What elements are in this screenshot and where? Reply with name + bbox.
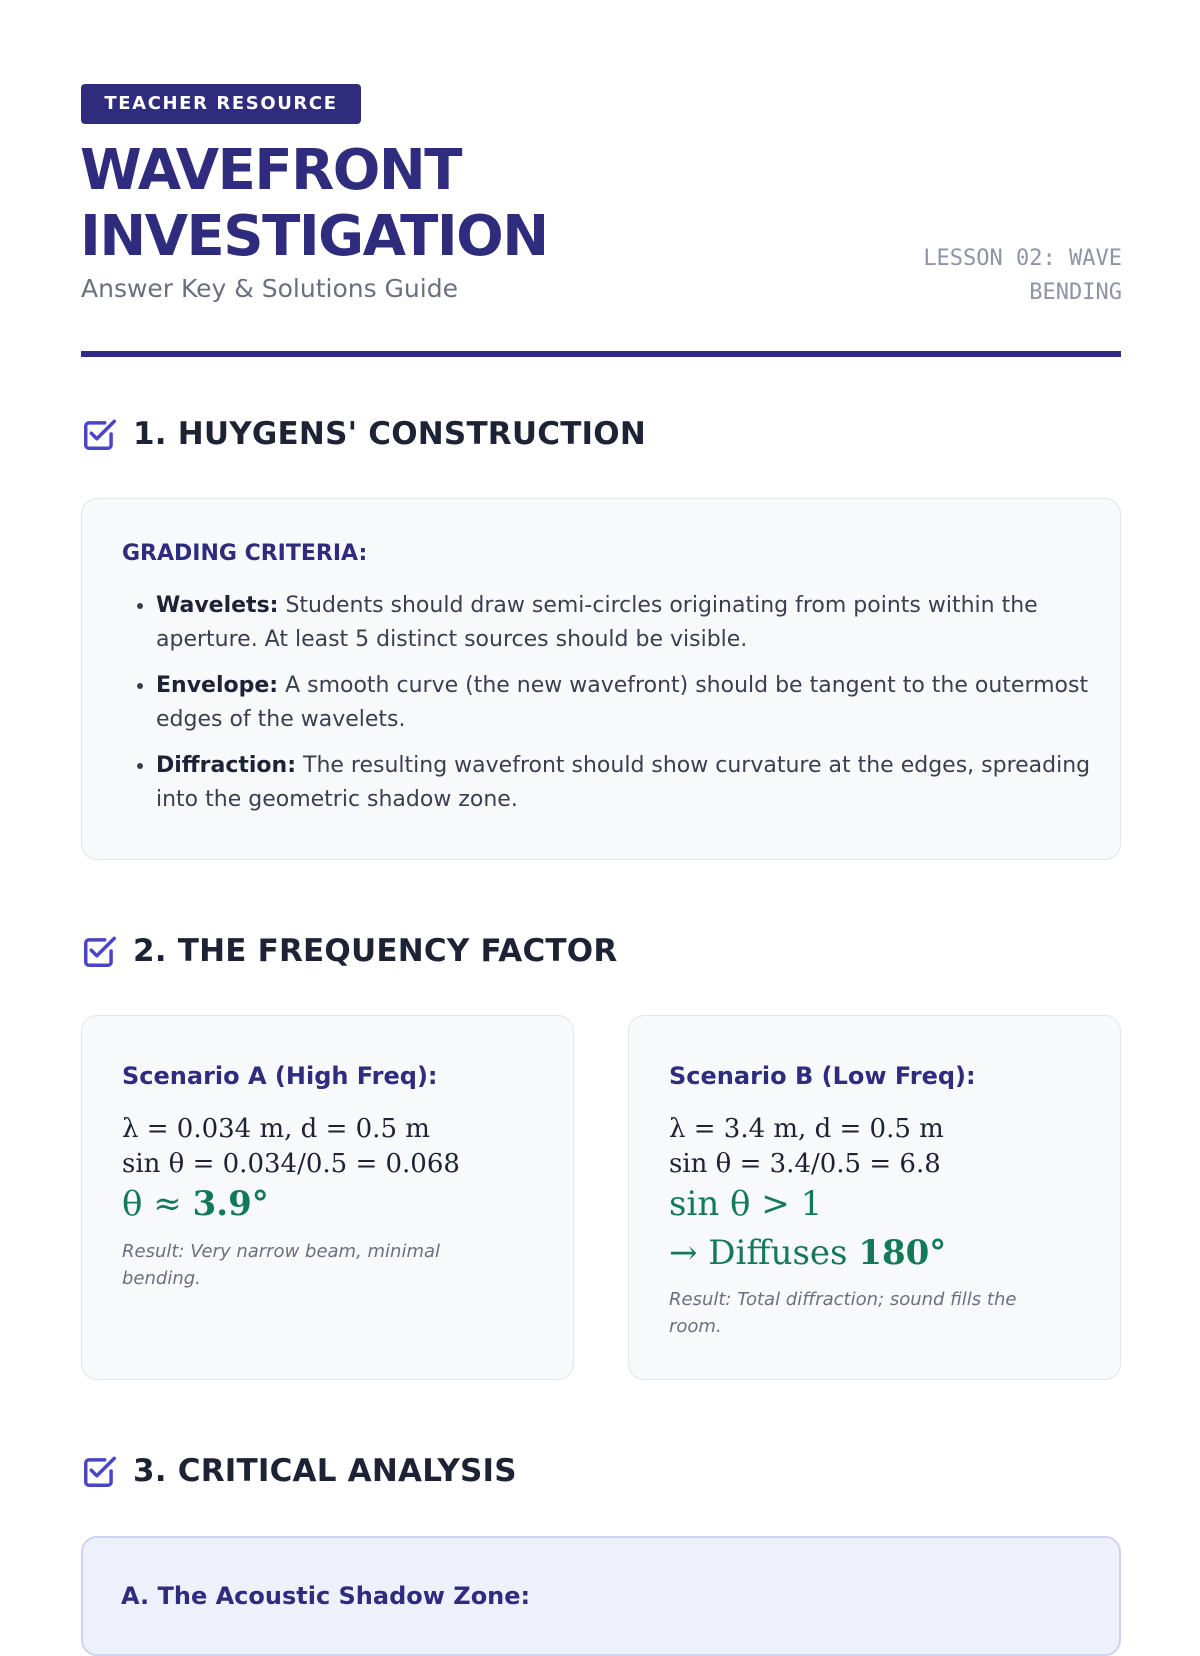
- scenario-b-result: Result: Total diffraction; sound fills the room.: [669, 1289, 1017, 1337]
- scenario-a-title: Scenario A (High Freq):: [122, 1062, 438, 1090]
- section-2-title: 2. THE FREQUENCY FACTOR: [133, 933, 618, 969]
- lesson-label: [862, 242, 1122, 310]
- section-3-title: 3. CRITICAL ANALYSIS: [133, 1453, 517, 1489]
- teacher-resource-badge: TEACHER RESOURCE: [81, 84, 361, 124]
- grading-criteria-card: [81, 498, 1121, 860]
- answer-value: 3.9°: [192, 1184, 269, 1224]
- criteria-text: The resulting wavefront should show curvature at the edges, spreading into the geometric shadow zone.: [156, 753, 1091, 812]
- checkbox-icon: [81, 932, 119, 970]
- grading-criteria-label: GRADING CRITERIA:: [122, 541, 368, 566]
- lesson-line-1: LESSON 02: WAVE: [923, 246, 1122, 271]
- title-line-1: WAVEFRONT: [80, 138, 461, 203]
- answer-prefix: → Diffuses: [669, 1233, 859, 1273]
- acoustic-shadow-card: [81, 1536, 1121, 1656]
- acoustic-shadow-title: A. The Acoustic Shadow Zone:: [121, 1582, 531, 1610]
- scenario-b-title: Scenario B (Low Freq):: [669, 1062, 976, 1090]
- scenario-b-equation-1: λ = 3.4 m, d = 0.5 m: [669, 1114, 944, 1144]
- criteria-text: Students should draw semi-circles originating from points within the aperture. At least 5 distinct sources should be visible.: [156, 593, 1038, 652]
- criteria-term: Envelope:: [156, 673, 279, 698]
- scenario-b-equation-2: sin θ = 3.4/0.5 = 6.8: [669, 1149, 941, 1179]
- answer-prefix: θ ≈: [122, 1184, 193, 1224]
- page-subtitle: Answer Key & Solutions Guide: [81, 274, 458, 303]
- scenario-b-card: [628, 1015, 1121, 1380]
- scenario-a-card: [81, 1015, 574, 1380]
- title-line-2: INVESTIGATION: [80, 204, 548, 269]
- checkbox-icon: [81, 1452, 119, 1490]
- section-2-heading: [81, 931, 617, 971]
- section-1-title: 1. HUYGENS' CONSTRUCTION: [133, 416, 646, 452]
- criteria-term: Wavelets:: [156, 593, 279, 618]
- scenario-a-answer: [122, 1184, 269, 1224]
- page-title: [80, 138, 548, 270]
- scenario-b-answer-2: [669, 1233, 946, 1273]
- criteria-term: Diffraction:: [156, 753, 296, 778]
- criteria-text: A smooth curve (the new wavefront) should be tangent to the outermost edges of the wavelets.: [156, 673, 1089, 732]
- criteria-item-envelope: [156, 669, 1116, 737]
- scenario-a-result: Result: Very narrow beam, minimal bending.: [122, 1241, 441, 1289]
- criteria-item-wavelets: [156, 589, 1116, 657]
- checkbox-icon: [81, 415, 119, 453]
- criteria-list: [122, 589, 1116, 829]
- scenario-a-equation-2: sin θ = 0.034/0.5 = 0.068: [122, 1149, 460, 1179]
- scenario-b-answer-1: sin θ > 1: [669, 1184, 823, 1224]
- answer-value: 180°: [858, 1233, 947, 1273]
- section-3-heading: [81, 1451, 517, 1491]
- section-1-heading: [81, 414, 646, 454]
- criteria-item-diffraction: [156, 749, 1116, 817]
- lesson-line-2: BENDING: [1029, 280, 1122, 305]
- header-divider: [81, 351, 1121, 357]
- scenario-a-equation-1: λ = 0.034 m, d = 0.5 m: [122, 1114, 430, 1144]
